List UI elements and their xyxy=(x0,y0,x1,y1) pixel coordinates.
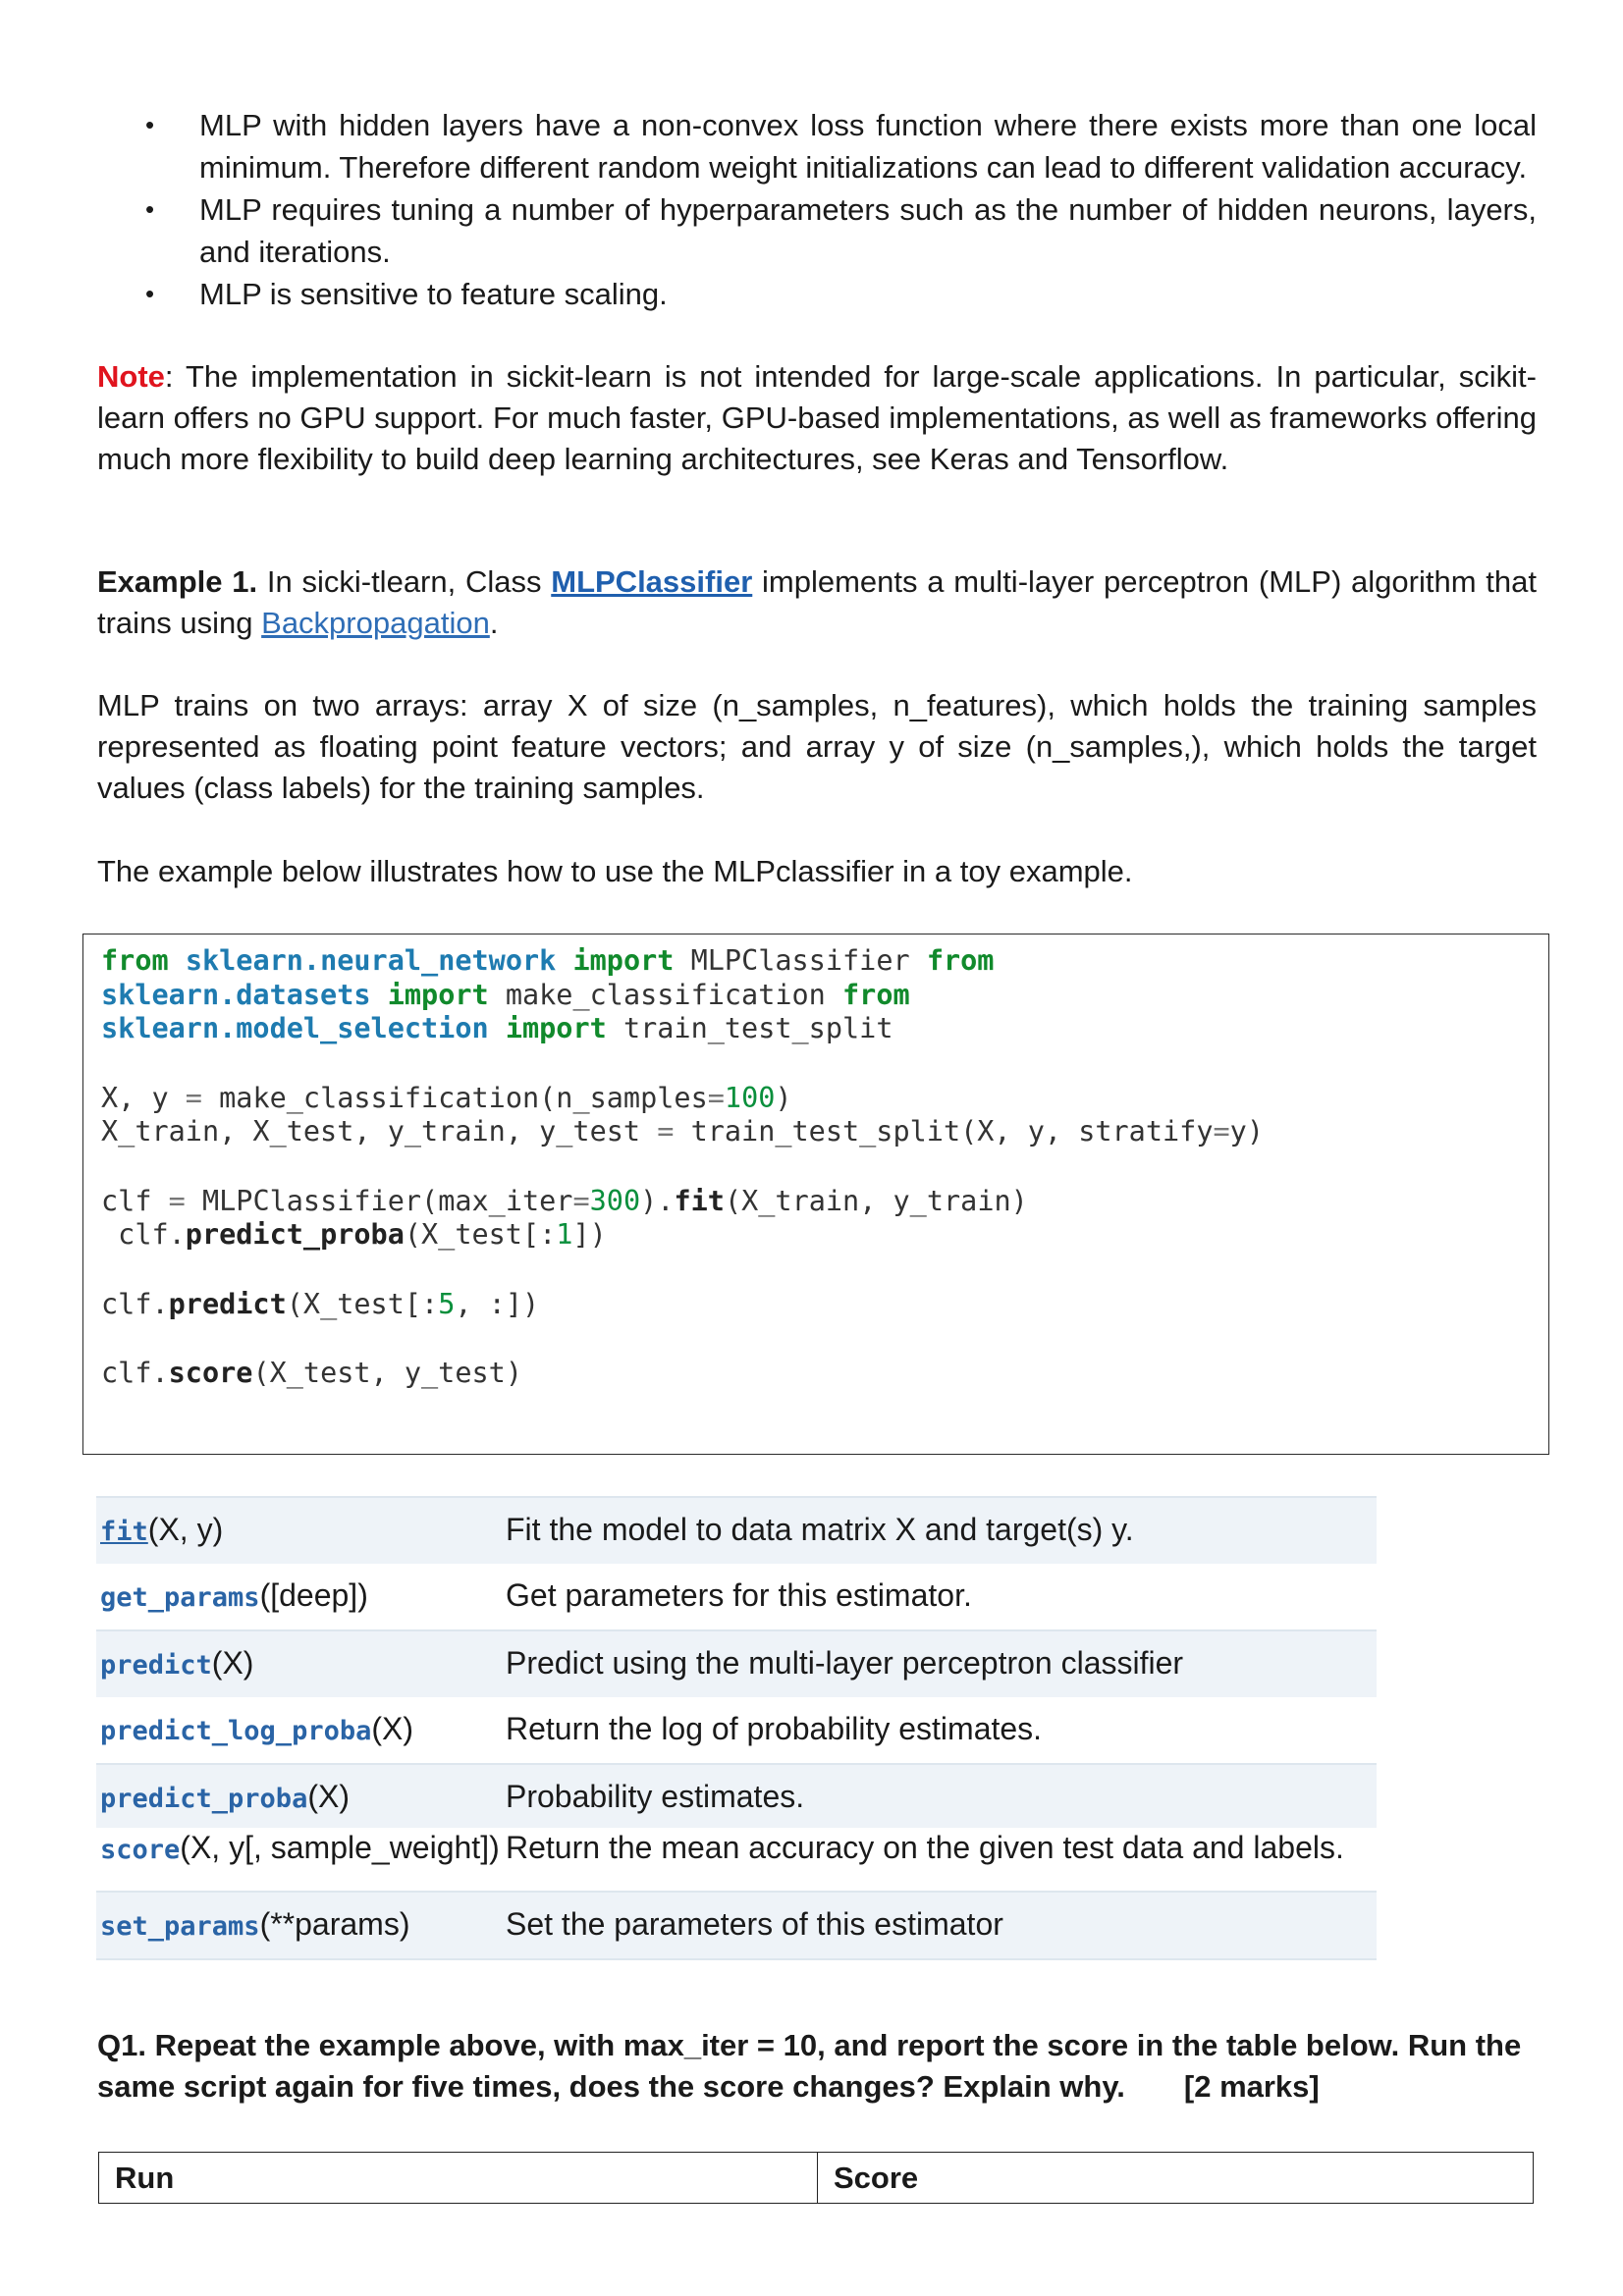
example-text-middle: implements a multi-layer perceptron (MLP) algorithm that trains using xyxy=(97,564,1538,640)
bullet-list xyxy=(98,104,1537,315)
bullet-text: MLP requires tuning a number of hyperparameters such as the number of hidden neurons, layers, and iterations. xyxy=(199,192,1537,269)
method-name[interactable]: get_params([deep]) xyxy=(100,1577,368,1613)
method-description: Get parameters for this estimator. xyxy=(506,1577,972,1613)
note-label: Note xyxy=(97,359,165,394)
bullet-dot: • xyxy=(145,279,155,308)
bullet-dot: • xyxy=(145,110,155,139)
method-row xyxy=(96,1697,1377,1763)
method-name[interactable]: set_params(**params) xyxy=(100,1906,410,1942)
backpropagation-link[interactable]: Backpropagation xyxy=(261,606,490,640)
method-row xyxy=(96,1564,1377,1629)
note-text: : The implementation in sickit-learn is not intended for large-scale applications. In particular, scikit-learn offers no GPU support. For much faster, GPU-based implementations, as well as frameworks offering much more flexibility to build deep learning architectures, see Keras and Tensorflow. xyxy=(97,359,1537,476)
method-name[interactable]: predict_log_proba(X) xyxy=(100,1711,413,1746)
question-marks: [2 marks] xyxy=(1183,2069,1320,2104)
method-name[interactable]: predict(X) xyxy=(100,1645,254,1681)
question-q1 xyxy=(97,2025,1537,2108)
toy-example-paragraph: The example below illustrates how to use the MLPclassifier in a toy example. xyxy=(97,854,1133,888)
score-table xyxy=(98,2152,1534,2204)
example-text-after: . xyxy=(489,606,499,640)
bullet-text: MLP is sensitive to feature scaling. xyxy=(199,277,668,311)
bullet-dot: • xyxy=(145,194,155,224)
method-row xyxy=(96,1496,1377,1564)
method-row xyxy=(96,1891,1377,1960)
method-description: Predict using the multi-layer perceptron classifier xyxy=(506,1645,1184,1681)
note-paragraph xyxy=(97,356,1537,480)
example-text-before: In sicki-tlearn, Class xyxy=(257,564,552,599)
method-description: Fit the model to data matrix X and target(s) y. xyxy=(506,1512,1134,1547)
score-table-header-run: Run xyxy=(99,2153,818,2203)
mlpclassifier-link[interactable]: MLPClassifier xyxy=(551,564,753,599)
method-description: Return the log of probability estimates. xyxy=(506,1711,1043,1746)
example-label: Example 1. xyxy=(97,564,258,599)
method-name[interactable]: score(X, y[, sample_weight]) xyxy=(100,1830,500,1865)
methods-table xyxy=(96,1496,1377,1960)
bullet-text: MLP with hidden layers have a non-convex loss function where there exists more than one local minimum. Therefore different random weight initializations can lead to different validation accuracy. xyxy=(199,108,1537,185)
bullet-item xyxy=(98,188,1537,273)
arrays-paragraph: MLP trains on two arrays: array X of size (n_samples, n_features), which holds the training samples represented as floating point feature vectors; and array y of size (n_samples,), which holds the target values (class labels) for the training samples. xyxy=(97,688,1537,805)
method-description: Probability estimates. xyxy=(506,1779,805,1814)
question-text: Q1. Repeat the example above, with max_iter = 10, and report the score in the table below. Run the same script again for five times, does the score changes? Explain why. xyxy=(97,2028,1522,2104)
method-row xyxy=(96,1828,1377,1891)
method-name[interactable]: fit(X, y) xyxy=(100,1512,224,1547)
bullet-item xyxy=(98,104,1537,188)
bullet-item xyxy=(98,273,1537,315)
method-row xyxy=(96,1763,1377,1828)
code-block xyxy=(82,934,1549,1455)
score-table-header-score: Score xyxy=(834,2161,919,2195)
method-row xyxy=(96,1629,1377,1697)
example-paragraph xyxy=(97,561,1537,644)
method-description: Return the mean accuracy on the given test data and labels. xyxy=(506,1830,1344,1865)
code-content: from sklearn.neural_network import MLPClassifier from sklearn.datasets import make_classification from sklearn.model_selection import train_test_split X, y = make_classification(n_samples=100) X_train, X_test, y_train, y_test = train_test_split(X, y, stratify=y) clf = MLPClassifier(max_iter=300).fit(X_train, y_train) clf.predict_proba(X_test[:1]) clf.predict(X_test[:5, :]) clf.score(X_test, y_test) xyxy=(101,944,1264,1389)
method-name[interactable]: predict_proba(X) xyxy=(100,1779,350,1814)
method-description: Set the parameters of this estimator xyxy=(506,1906,1003,1942)
